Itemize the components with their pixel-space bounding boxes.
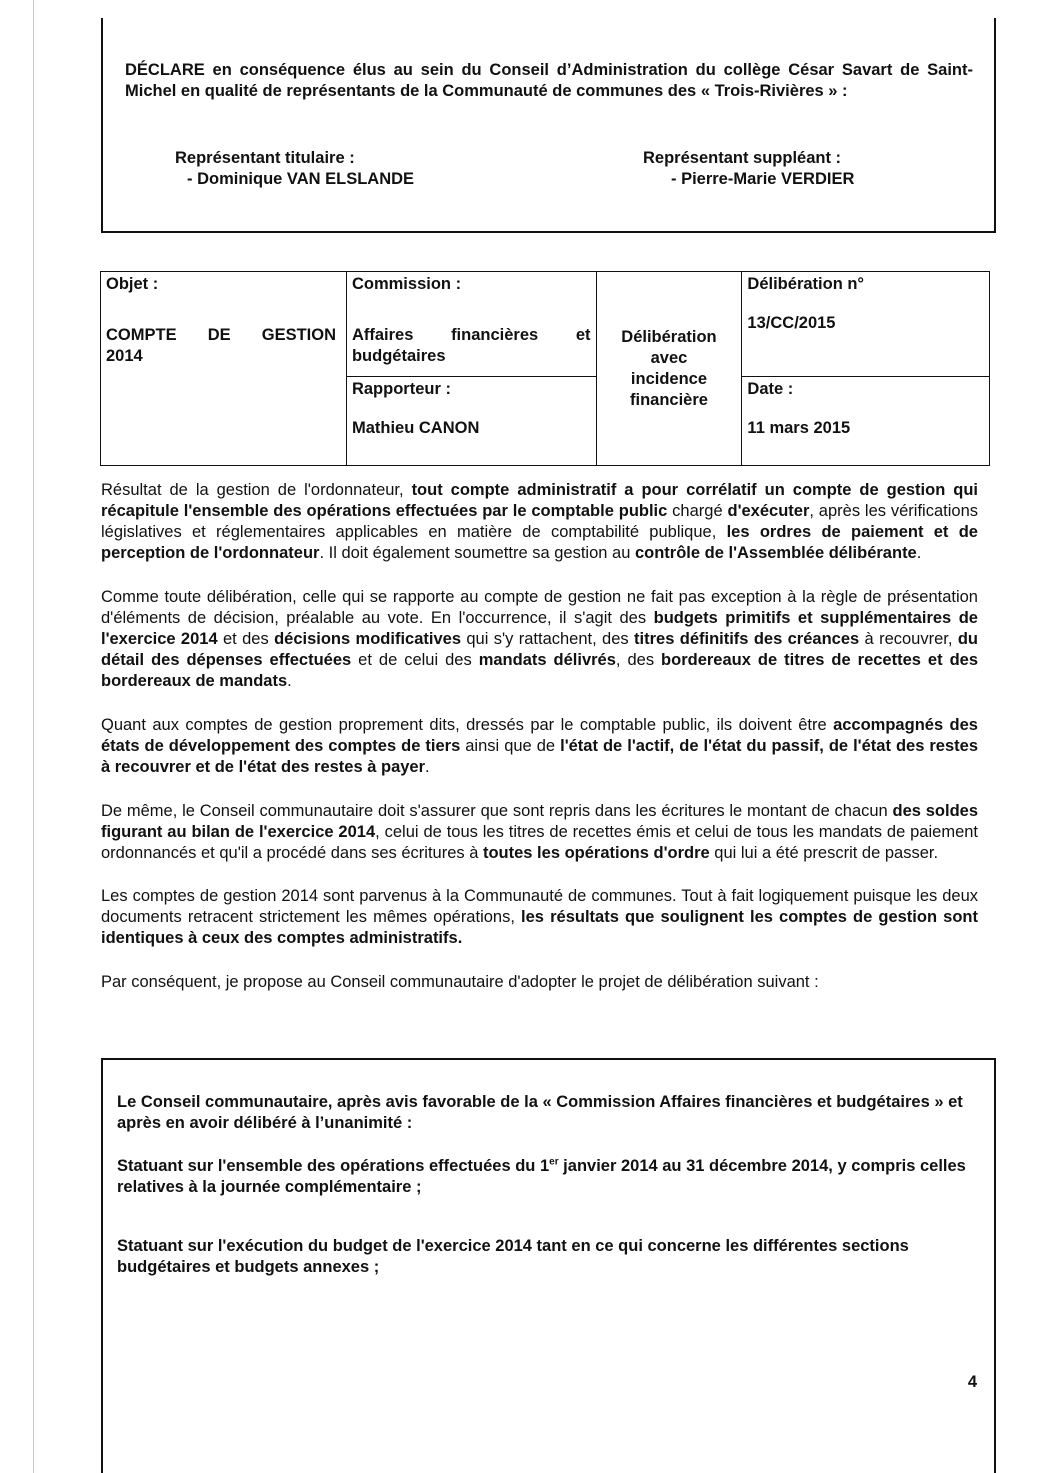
text-run: à recouvrer, [859, 630, 958, 648]
paragraph-1 [101, 480, 978, 564]
text-run: contrôle de l'Assemblée délibérante [634, 544, 917, 562]
rapporteur-label: Rapporteur : [351, 380, 451, 398]
text-run: , après les vérifications législatives et réglementaires applicables en matière de comptabilité publique, [101, 502, 978, 541]
text-run: Quant aux comptes de gestion proprement dits, dressés par le comptable public, ils doivent être [101, 716, 834, 734]
decision-statuant-2: Statuant sur l'exécution du budget de l'exercice 2014 tant en ce qui concerne les différentes sections budgétaires et budgets annexes ; [117, 1237, 909, 1276]
representant-titulaire [175, 148, 414, 190]
body-text [101, 480, 978, 993]
commission-value: Affaires financières et budgétaires [351, 326, 591, 365]
deliberation-info-table [100, 271, 990, 466]
text-run: Résultat de la gestion de l'ordonnateur, [101, 481, 412, 499]
incidence-cell [596, 272, 742, 466]
objet-value: COMPTE DE GESTION 2014 [106, 326, 336, 365]
titulaire-label: Représentant titulaire : [175, 149, 355, 167]
text-run: l'état de l'actif, de l'état du passif, de l'état des restes à recouvrer et de l'état des restes à payer [101, 737, 979, 776]
date-value: 11 mars 2015 [747, 419, 851, 437]
text-run: toutes les opérations d'ordre [482, 844, 710, 862]
text-run: mandats délivrés [478, 651, 616, 669]
text-run: accompagnés des états de développement des comptes de tiers [101, 716, 978, 755]
text-run: . [425, 758, 430, 776]
text-run: De même, le Conseil communautaire doit s'assurer que sont repris dans les écritures le montant de chacun [101, 802, 893, 820]
declaration-text: DÉCLARE en conséquence élus au sein du Conseil d’Administration du collège César Savart de Saint-Michel en qualité de représentants de la Communauté de communes des « Trois-Rivières » : [125, 61, 973, 100]
commission-label: Commission : [351, 275, 462, 293]
text-run: . [916, 544, 922, 562]
date-label: Date : [747, 380, 794, 398]
text-run: les ordres de paiement et de perception de l'ordonnateur [101, 523, 978, 562]
text-run: qui lui a été prescrit de passer. [709, 844, 939, 862]
representant-suppleant [643, 148, 854, 190]
text-run: , celui de tous les titres de recettes émis et celui de tous les mandats de paiement ordonnancés et qu'il a procédé dans ses écritures à [101, 823, 979, 862]
text-run: les résultats que soulignent les comptes de gestion sont identiques à ceux des comptes administratifs. [101, 908, 978, 947]
objet-label: Objet : [106, 275, 159, 293]
rapporteur-value: Mathieu CANON [351, 419, 480, 437]
objet-cell [101, 272, 347, 466]
titulaire-name: - Dominique VAN ELSLANDE [187, 170, 415, 188]
text-run: des soldes figurant au bilan de l'exercice 2014 [101, 802, 978, 841]
deliberation-number-cell [742, 272, 990, 377]
decision-text [117, 1092, 973, 1300]
paragraph-6 [101, 972, 978, 993]
text-run: et des [217, 630, 275, 648]
text-run: . Il doit également soumettre sa gestion au [319, 544, 635, 562]
text-run: qui s'y rattachent, des [461, 630, 635, 648]
deliberation-value: 13/CC/2015 [747, 314, 836, 332]
text-run: Par conséquent, je propose au Conseil communautaire d'adopter le projet de délibération suivant : [101, 973, 819, 991]
text-run: et de celui des [351, 651, 479, 669]
deliberation-label: Délibération n° [747, 275, 865, 293]
text-run: décisions modificatives [274, 630, 461, 648]
paragraph-3 [101, 715, 978, 778]
commission-cell [346, 272, 596, 377]
paragraph-2 [101, 587, 978, 692]
text-run: budgets primitifs et supplémentaires de l'exercice 2014 [101, 609, 978, 648]
statuant-1-before: Statuant sur l'ensemble des opérations effectuées du 1 [117, 1157, 550, 1175]
decision-box [101, 1058, 996, 1473]
paragraph-4 [101, 801, 978, 864]
page-margin-line [33, 0, 34, 1473]
text-run: d'exécuter [727, 502, 810, 520]
text-run: bordereaux de titres de recettes et des bordereaux de mandats [101, 651, 978, 690]
suppleant-label: Représentant suppléant : [643, 149, 842, 167]
text-run: chargé [667, 502, 728, 520]
text-run: Les comptes de gestion 2014 sont parvenus à la Communauté de communes. Tout à fait logiquement puisque les deux documents retracent strictement les mêmes opérations, [101, 887, 978, 926]
page-number: 4 [967, 1373, 977, 1391]
decision-statuant-1 [117, 1156, 973, 1198]
date-cell [742, 377, 990, 466]
text-run: Comme toute délibération, celle qui se rapporte au compte de gestion ne fait pas exception à la règle de présentation d'éléments de décision, préalable au vote. En l'occurrence, il s'agit des [101, 588, 978, 627]
paragraph-5 [101, 886, 978, 949]
text-run: . [287, 672, 292, 690]
incidence-text: Délibération avec incidence financière [621, 327, 717, 409]
text-run: tout compte administratif a pour corrélatif un compte de gestion qui récapitule l'ensemble des opérations effectuées par le comptable public [101, 481, 979, 520]
text-run: ainsi que de [460, 737, 561, 755]
statuant-1-after: janvier 2014 au 31 décembre 2014, y compris celles relatives à la journée complémentaire ; [117, 1157, 966, 1196]
decision-intro: Le Conseil communautaire, après avis favorable de la « Commission Affaires financières et budgétaires » et après en avoir délibéré à l’unanimité : [117, 1093, 963, 1132]
text-run: du détail des dépenses effectuées [101, 630, 978, 669]
suppleant-name: - Pierre-Marie VERDIER [671, 170, 855, 188]
rapporteur-cell [346, 377, 596, 466]
text-run: titres définitifs des créances [634, 630, 860, 648]
declaration-box [101, 18, 996, 233]
statuant-1-sup: er [549, 1156, 559, 1168]
text-run: , des [615, 651, 662, 669]
